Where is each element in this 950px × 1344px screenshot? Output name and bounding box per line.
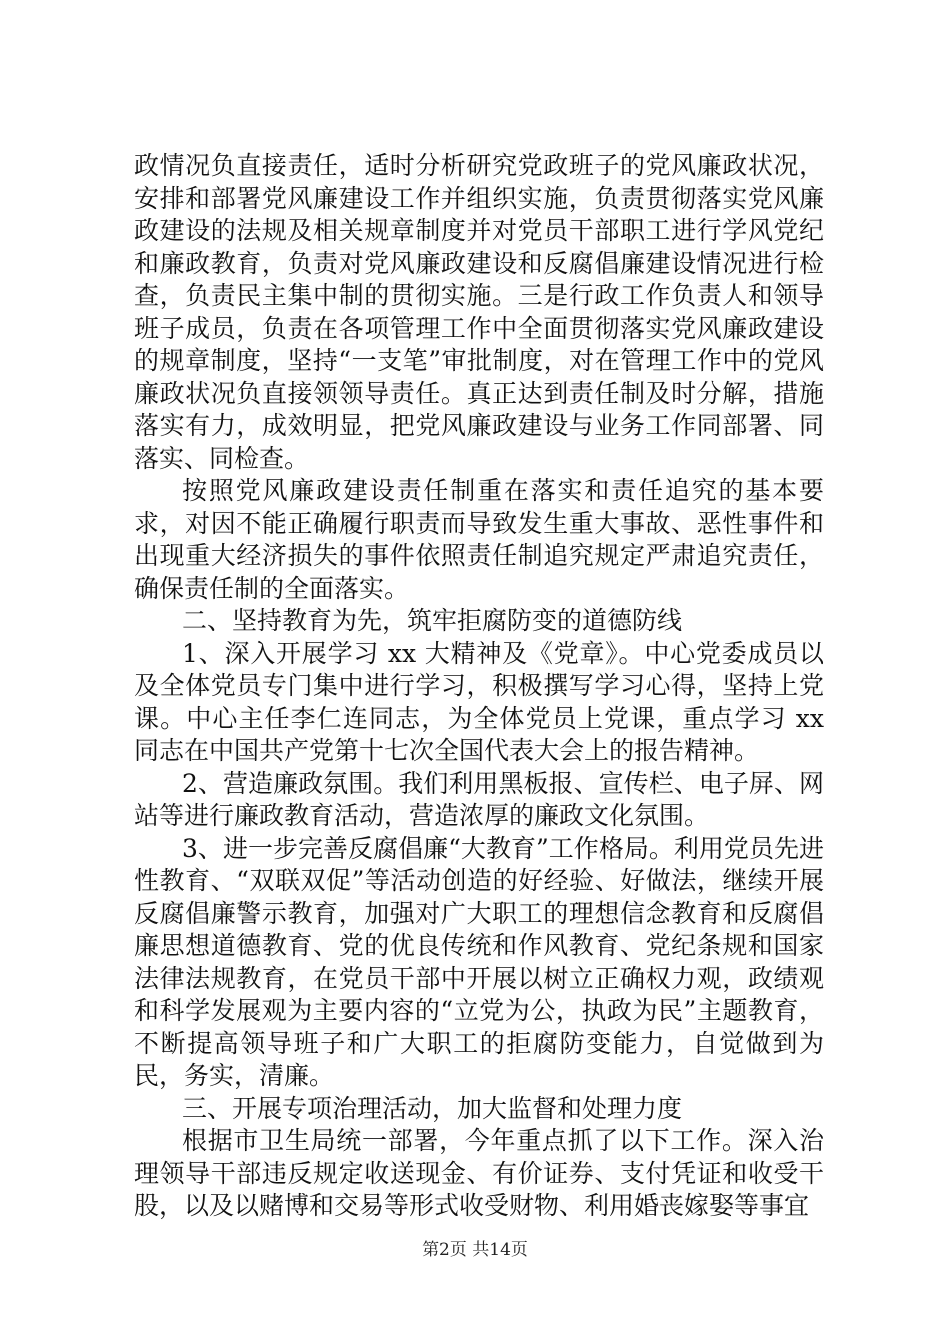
page-number-footer: 第2页 共14页 [422, 1240, 528, 1260]
paragraph-governance: 根据市卫生局统一部署，今年重点抓了以下工作。深入治理领导干部违反规定收送现金、有价证券、支付凭证和收受干股，以及以赌博和交易等形式收受财物、利用婚丧嫁娶等事宜 [134, 1126, 824, 1220]
paragraph-continued: 政情况负直接责任，适时分析研究党政班子的党风廉政状况，安排和部署党风廉建设工作并组织实施，负责贯彻落实党风廉政建设的法规及相关规章制度并对党员干部职工进行学风党纪和廉政教育，负责对党风廉政建设和反腐倡廉建设情况进行检查，负责民主集中制的贯彻实施。三是行政工作负责人和领导班子成员，负责在各项管理工作中全面贯彻落实党风廉政建设的规章制度，坚持“一支笔”审批制度，对在管理工作中的党风廉政状况负直接领领导责任。真正达到责任制及时分解，措施落实有力，成效明显，把党风廉政建设与业务工作同部署、同落实、同检查。 [134, 151, 824, 473]
paragraph-item-3: 3、进一步完善反腐倡廉“大教育”工作格局。利用党员先进性教育、“双联双促”等活动创造的好经验、好做法，继续开展反腐倡廉警示教育，加强对广大职工的理想信念教育和反腐倡廉思想道德教育、党的优良传统和作风教育、党纪条规和国家法律法规教育，在党员干部中开展以树立正确权力观，政绩观和科学发展观为主要内容的“立党为公，执政为民”主题教育，不断提高领导班子和广大职工的拒腐防变能力，自觉做到为民，务实，清廉。 [134, 833, 824, 1090]
paragraph-item-2: 2、营造廉政氛围。我们利用黑板报、宣传栏、电子屏、网站等进行廉政教育活动，营造浓厚的廉政文化氛围。 [134, 768, 824, 830]
document-body [134, 150, 824, 1223]
section-heading-governance: 三、开展专项治理活动，加大监督和处理力度 [182, 1093, 683, 1123]
paragraph-item-1: 1、深入开展学习 xx 大精神及《党章》。中心党委成员以及全体党员专门集中进行学习，积极撰写学习心得，坚持上党课。中心主任李仁连同志，为全体党员上党课，重点学习 xx 同志在中国共产党第十七次全国代表大会上的报告精神。 [134, 638, 824, 765]
paragraph-responsibility: 按照党风廉政建设责任制重在落实和责任追究的基本要求，对因不能正确履行职责而导致发生重大事故、恶性事件和出现重大经济损失的事件依照责任制追究规定严肃追究责任，确保责任制的全面落实。 [134, 476, 824, 603]
section-heading-education: 二、坚持教育为先，筑牢拒腐防变的道德防线 [182, 606, 683, 635]
